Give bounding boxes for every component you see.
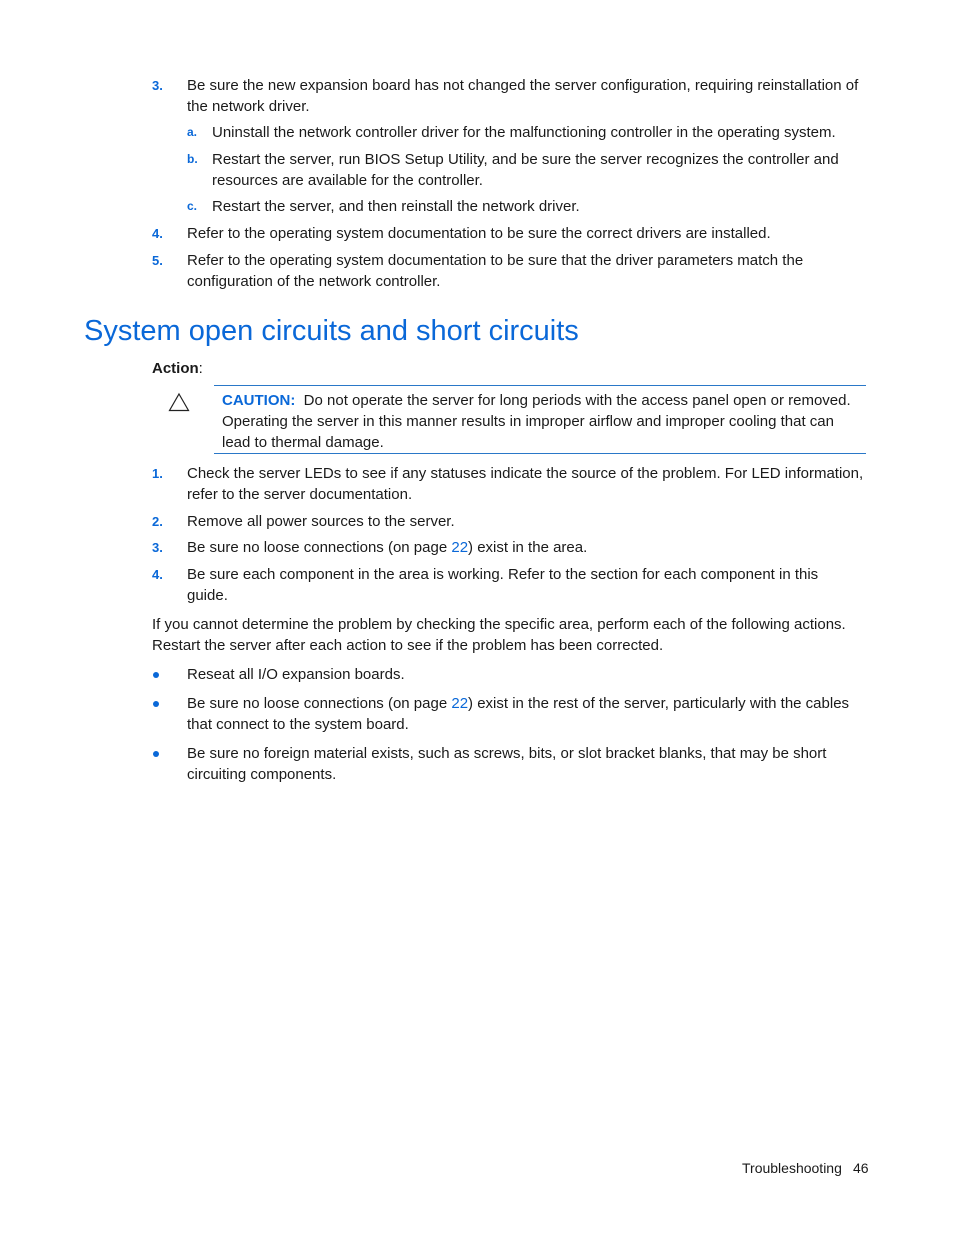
substep-text: Restart the server, run BIOS Setup Utility, and be sure the server recognizes the controller and resources are available for the controller. [212,151,839,189]
step-text: Check the server LEDs to see if any statuses indicate the source of the problem. For LED information, refer to the server documentation. [187,465,864,503]
substep-letter: b. [187,152,198,166]
caution-body [222,390,852,453]
action-label: Action: [152,360,203,377]
warning-triangle-icon [168,392,190,412]
list-item [152,75,872,117]
bullet-icon [153,701,159,707]
bullet-icon [153,751,159,757]
step-text: Be sure no loose connections (on page 22) exist in the area. [187,539,588,556]
caution-note [214,385,866,454]
bullet-icon [153,672,159,678]
step-text: Be sure each component in the area is working. Refer to the section for each component in this guide. [187,566,819,604]
step-text: Be sure the new expansion board has not changed the server configuration, requiring reinstallation of the network driver. [187,77,859,115]
caution-label: CAUTION: [222,392,296,409]
list-item [152,511,872,532]
list-item [152,564,872,606]
footer-section-name: Troubleshooting [742,1160,842,1176]
list-item [187,196,867,217]
page-link[interactable]: 22 [451,695,469,712]
step-number: 3. [152,78,163,93]
step-number: 1. [152,466,163,481]
list-item [187,664,871,685]
bullet-text: Reseat all I/O expansion boards. [187,666,405,683]
step-number: 5. [152,253,163,268]
list-item [187,149,867,191]
list-item [187,693,871,735]
section-title: System open circuits and short circuits [84,315,579,347]
list-item [187,743,871,785]
footer-page-number: 46 [853,1160,869,1176]
step-text: Refer to the operating system documentation to be sure that the driver parameters match the configuration of the network controller. [187,252,804,290]
substep-letter: a. [187,125,198,139]
substep-text: Uninstall the network controller driver for the malfunctioning controller in the operating system. [212,124,836,141]
body-paragraph: If you cannot determine the problem by checking the specific area, perform each of the following actions. Restart the server after each action to see if the problem has been corrected. [152,616,846,654]
caution-text: Do not operate the server for long periods with the access panel open or removed. Operating the server in this manner results in improper airflow and improper cooling that can lead to thermal damage. [222,392,851,451]
substep-text: Restart the server, and then reinstall the network driver. [212,198,580,215]
step-number: 2. [152,514,163,529]
bullet-text: Be sure no loose connections (on page 22) exist in the rest of the server, particularly with the cables that connect to the system board. [187,695,850,733]
list-item [187,122,867,143]
page-link[interactable]: 22 [451,539,469,556]
step-number: 4. [152,567,163,582]
step-number: 3. [152,540,163,555]
list-item [152,250,872,292]
step-text: Remove all power sources to the server. [187,513,455,530]
substep-letter: c. [187,199,198,213]
step-number: 4. [152,226,163,241]
list-item [152,537,872,558]
list-item [152,463,872,505]
list-item [152,223,872,244]
bullet-text: Be sure no foreign material exists, such as screws, bits, or slot bracket blanks, that may be short circuiting components. [187,745,827,783]
step-text: Refer to the operating system documentation to be sure the correct drivers are installed. [187,225,771,242]
